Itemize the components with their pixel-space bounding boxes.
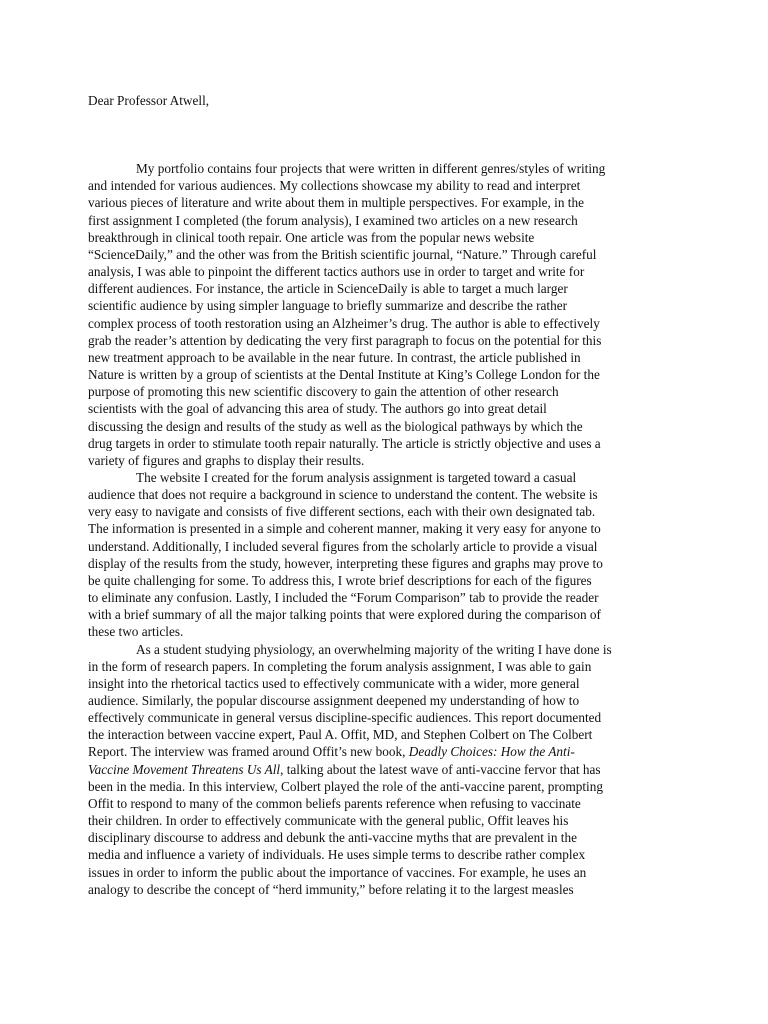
letter-page — [88, 92, 680, 898]
text-line: these two articles. — [88, 624, 184, 640]
text-line: disciplinary discourse to address and debunk the anti-vaccine myths that are prevalent in the — [88, 830, 577, 846]
text-line: insight into the rhetorical tactics used to effectively communicate with a wider, more general — [88, 675, 580, 691]
text-line: and intended for various audiences. My collections showcase my ability to read and interpret — [88, 178, 581, 194]
text-line: drug targets in order to stimulate tooth repair naturally. The article is strictly objective and uses a — [88, 435, 601, 451]
text-line: with a brief summary of all the major talking points that were explored during the comparison of — [88, 607, 601, 623]
text-line: purpose of promoting this new scientific discovery to gain the attention of other research — [88, 384, 559, 400]
paragraph-2 — [88, 469, 680, 641]
text-line: been in the media. In this interview, Colbert played the role of the anti-vaccine parent, prompting — [88, 778, 603, 794]
text-run: , talking about the latest wave of anti-vaccine fervor that has — [280, 761, 601, 777]
text-line: scientific audience by using simpler language to briefly summarize and describe the rather — [88, 298, 568, 314]
text-line: grab the reader’s attention by dedicating the very first paragraph to focus on the potential for this — [88, 332, 602, 348]
text-line: media and influence a variety of individuals. He uses simple terms to describe rather complex — [88, 847, 586, 863]
text-line: new treatment approach to be available in the near future. In contrast, the article published in — [88, 349, 581, 365]
text-line: The information is presented in a simple and coherent manner, making it very easy for anyone to — [88, 521, 601, 537]
text-line: My portfolio contains four projects that were written in different genres/styles of writing — [136, 161, 606, 177]
text-line: Nature is written by a group of scientists at the Dental Institute at King’s College London for the — [88, 367, 600, 383]
text-line: issues in order to inform the public about the importance of vaccines. For example, he uses an — [88, 864, 587, 880]
text-line — [88, 743, 680, 760]
text-line: different audiences. For instance, the article in ScienceDaily is able to target a much larger — [88, 281, 568, 297]
text-line: in the form of research papers. In completing the forum analysis assignment, I was able to gain — [88, 658, 592, 674]
text-line: “ScienceDaily,” and the other was from the British scientific journal, “Nature.” Through careful — [88, 246, 597, 262]
text-run: Report. The interview was framed around Offit’s new book, — [88, 744, 409, 760]
text-line: The website I created for the forum analysis assignment is targeted toward a casual — [136, 469, 577, 485]
text-line: audience. Similarly, the popular discourse assignment deepened my understanding of how to — [88, 693, 580, 708]
text-line: breakthrough in clinical tooth repair. One article was from the popular news website — [88, 229, 535, 245]
text-line: audience that does not require a background in science to understand the content. The website is — [88, 487, 598, 503]
text-line: Offit to respond to many of the common beliefs parents reference when refusing to vaccinate — [88, 795, 581, 811]
paragraph-1 — [88, 160, 680, 469]
text-line: analogy to describe the concept of “herd immunity,” before relating it to the largest measles — [88, 881, 574, 897]
text-line: first assignment I completed (the forum analysis), I examined two articles on a new research — [88, 212, 578, 228]
text-line: the interaction between vaccine expert, Paul A. Offit, MD, and Stephen Colbert on The Colbert — [88, 727, 593, 743]
book-title: Vaccine Movement Threatens Us All — [88, 761, 281, 777]
text-line: effectively communicate in general versus discipline-specific audiences. This report documented — [88, 710, 602, 726]
text-line: discussing the design and results of the study as well as the biological pathways by which the — [88, 418, 583, 434]
text-line: analysis, I was able to pinpoint the different tactics authors use in order to target and write for — [88, 264, 585, 280]
book-title: Deadly Choices: How the Anti- — [408, 744, 575, 760]
paragraph-3 — [88, 641, 680, 898]
text-line: scientists with the goal of advancing this area of study. The authors go into great detail — [88, 401, 547, 417]
text-line: various pieces of literature and write about them in multiple perspectives. For example, in the — [88, 195, 584, 211]
text-line: variety of figures and graphs to display their results. — [88, 452, 365, 468]
text-line: very easy to navigate and consists of five different sections, each with their own designated tab. — [88, 504, 596, 520]
salutation: Dear Professor Atwell, — [88, 93, 210, 108]
text-line — [88, 761, 680, 778]
text-line: to eliminate any confusion. Lastly, I included the “Forum Comparison” tab to provide the reader — [88, 590, 599, 606]
text-line: their children. In order to effectively communicate with the general public, Offit leaves his — [88, 813, 569, 829]
text-line: display of the results from the study, however, interpreting these figures and graphs may prove to — [88, 555, 603, 571]
text-line: As a student studying physiology, an overwhelming majority of the writing I have done is — [136, 641, 612, 657]
text-line: complex process of tooth restoration using an Alzheimer’s drug. The author is able to effectively — [88, 315, 600, 331]
text-line: be quite challenging for some. To address this, I wrote brief descriptions for each of the figures — [88, 572, 592, 588]
text-line: understand. Additionally, I included several figures from the scholarly article to provide a visual — [88, 538, 598, 554]
